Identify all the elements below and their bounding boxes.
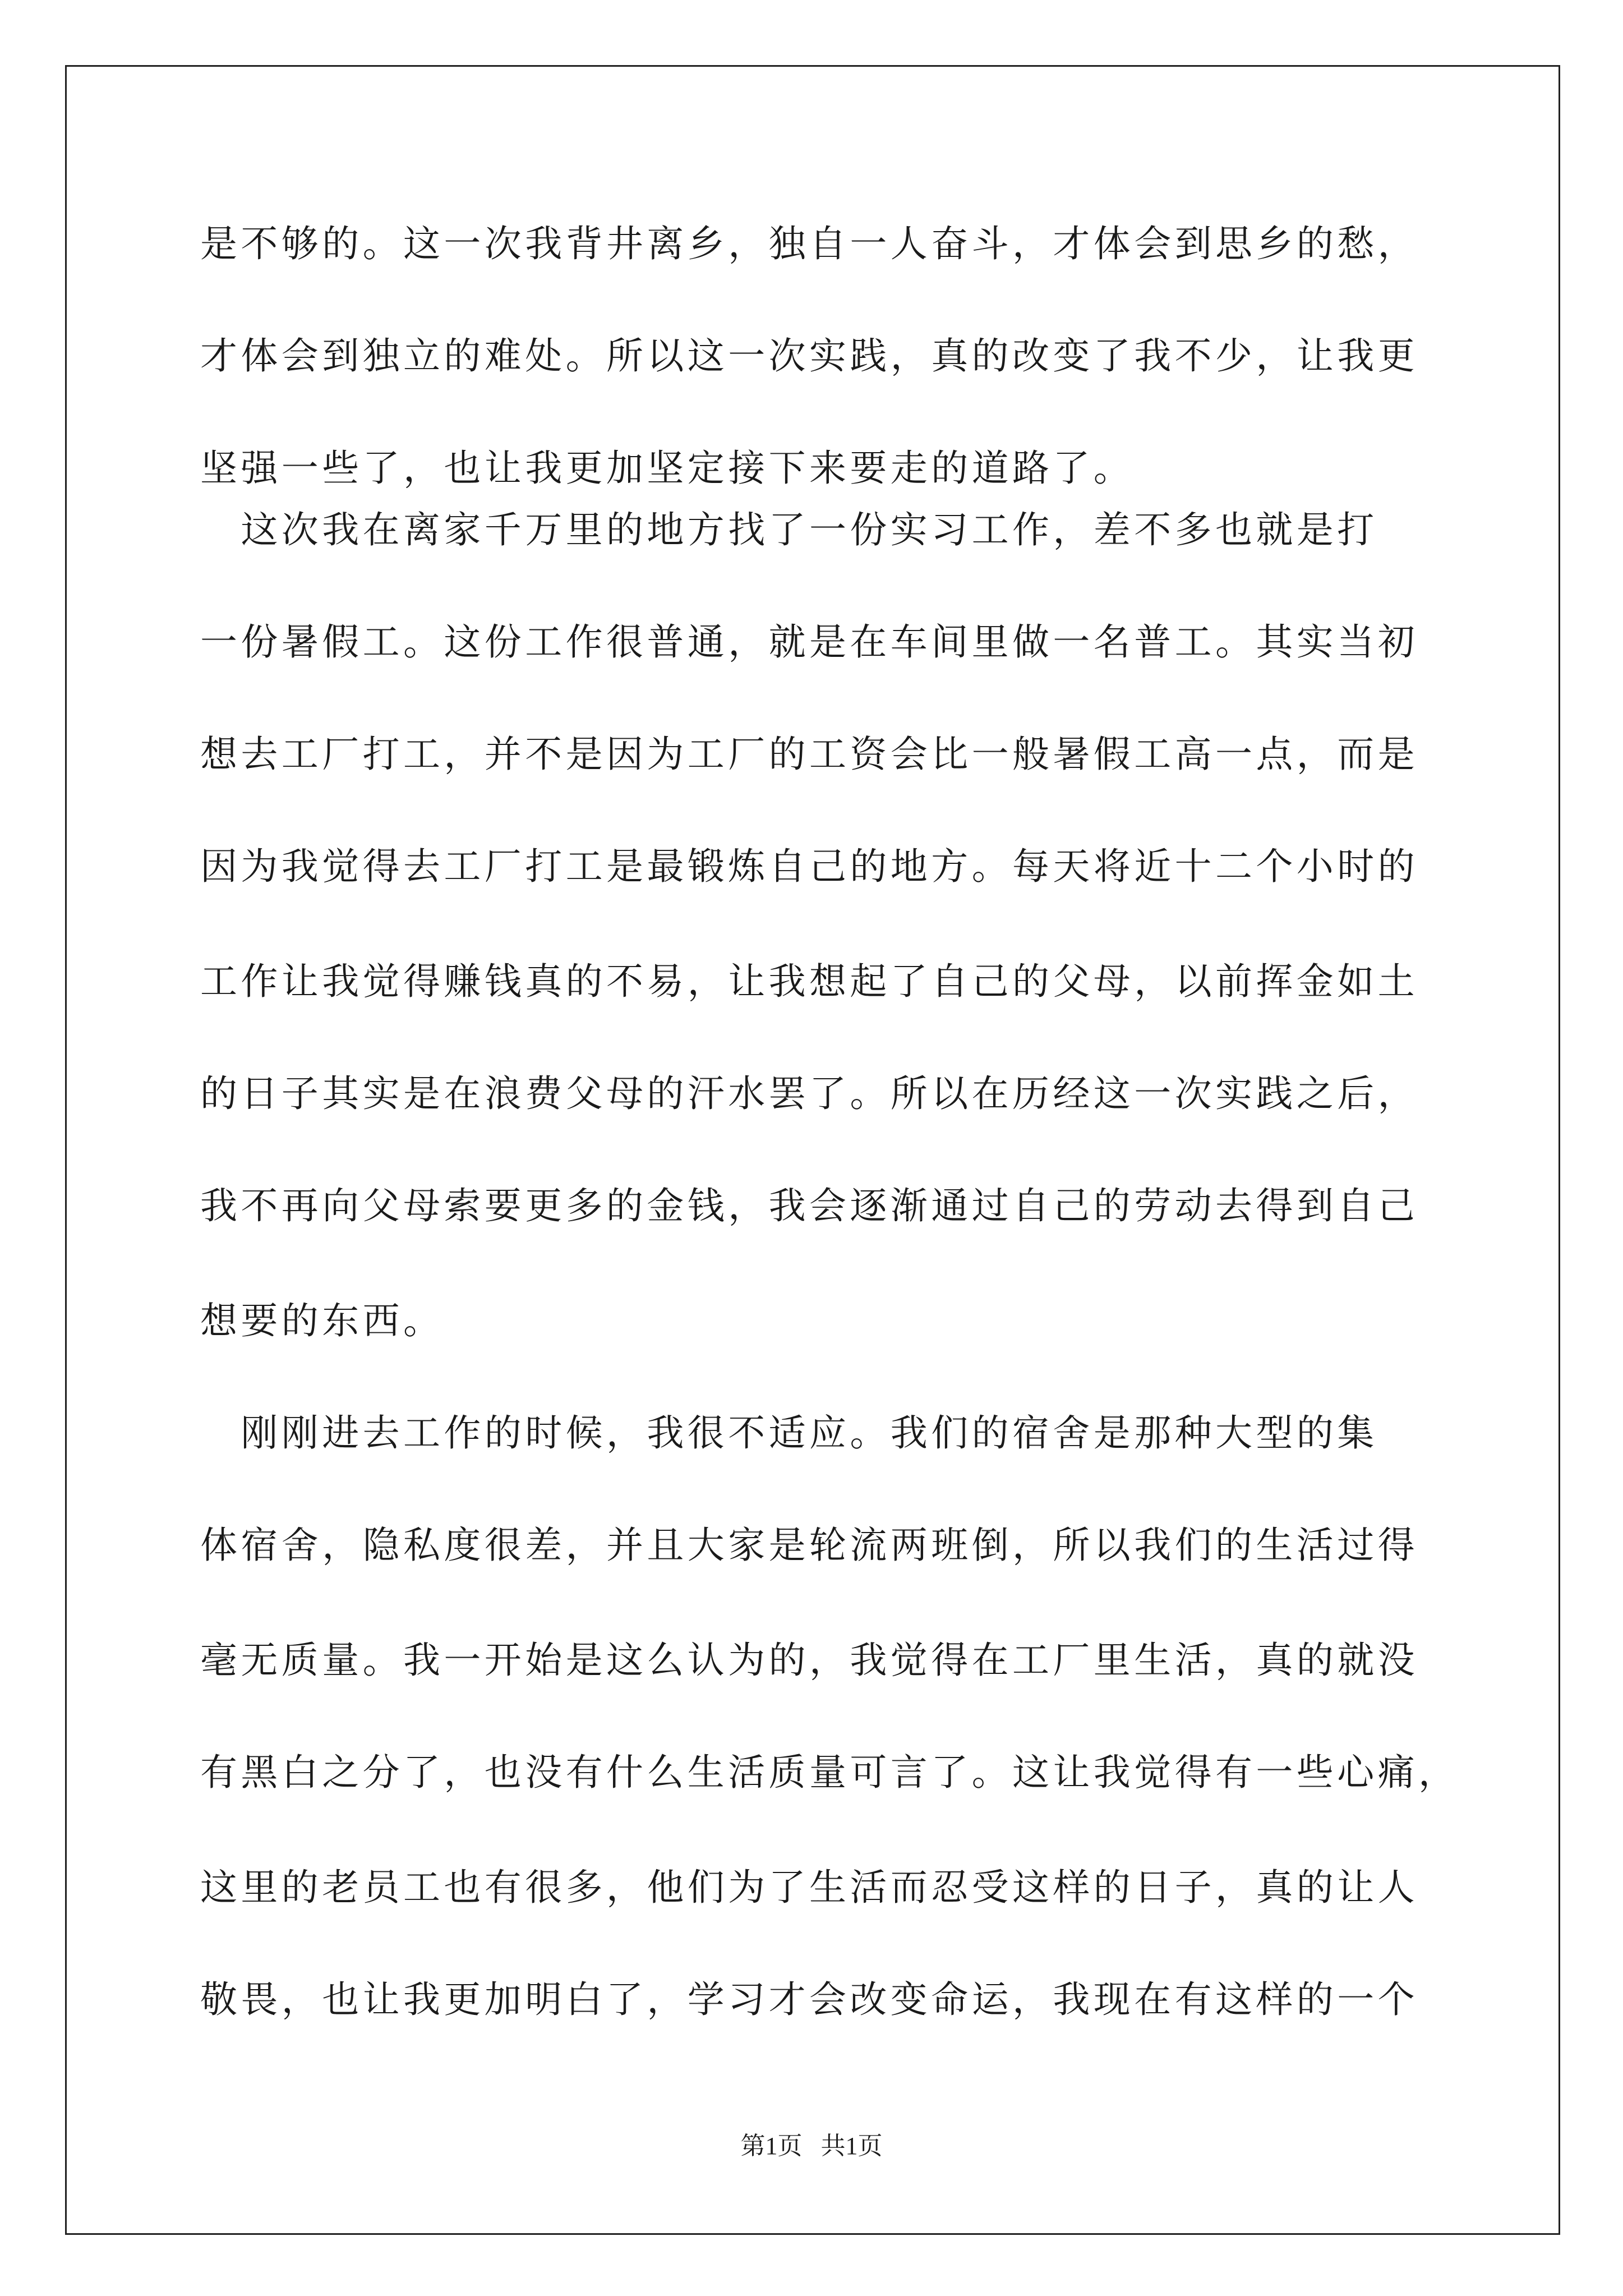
text-line: 是不够的。这一次我背井离乡，独自一人奋斗，才体会到思乡的愁， [200,222,1418,265]
text-line: 这里的老员工也有很多，他们为了生活而忍受这样的日子，真的让人 [200,1866,1418,1909]
text-line: 想去工厂打工，并不是因为工厂的工资会比一般暑假工高一点，而是 [200,733,1418,776]
text-line: 工作让我觉得赚钱真的不易，让我想起了自己的父母，以前挥金如土 [200,960,1418,1003]
text-line: 想要的东西。 [200,1299,444,1342]
text-line: 这次我在离家千万里的地方找了一份实习工作，差不多也就是打 [200,508,1378,551]
text-line: 我不再向父母索要更多的金钱，我会逐渐通过自己的劳动去得到自己 [200,1184,1418,1227]
text-line: 毫无质量。我一开始是这么认为的，我觉得在工厂里生活，真的就没 [200,1639,1418,1682]
text-line: 敬畏，也让我更加明白了，学习才会改变命运，我现在有这样的一个 [200,1978,1418,2021]
text-line: 刚刚进去工作的时候，我很不适应。我们的宿舍是那种大型的集 [200,1411,1378,1455]
text-line: 有黑白之分了，也没有什么生活质量可言了。这让我觉得有一些心痛， [200,1751,1459,1794]
text-line: 坚强一些了，也让我更加坚定接下来要走的道路了。 [200,447,1135,490]
page-number: 第1页 [740,2132,803,2160]
text-line: 才体会到独立的难处。所以这一次实践，真的改变了我不少，让我更 [200,334,1418,378]
text-line: 一份暑假工。这份工作很普通，就是在车间里做一名普工。其实当初 [200,620,1418,664]
text-line: 的日子其实是在浪费父母的汗水罢了。所以在历经这一次实践之后， [200,1072,1418,1115]
text-line: 因为我觉得去工厂打工是最锻炼自己的地方。每天将近十二个小时的 [200,845,1418,888]
page-total: 共1页 [820,2132,883,2160]
text-line: 体宿舍，隐私度很差，并且大家是轮流两班倒，所以我们的生活过得 [200,1524,1418,1567]
page-footer [0,2131,1623,2162]
